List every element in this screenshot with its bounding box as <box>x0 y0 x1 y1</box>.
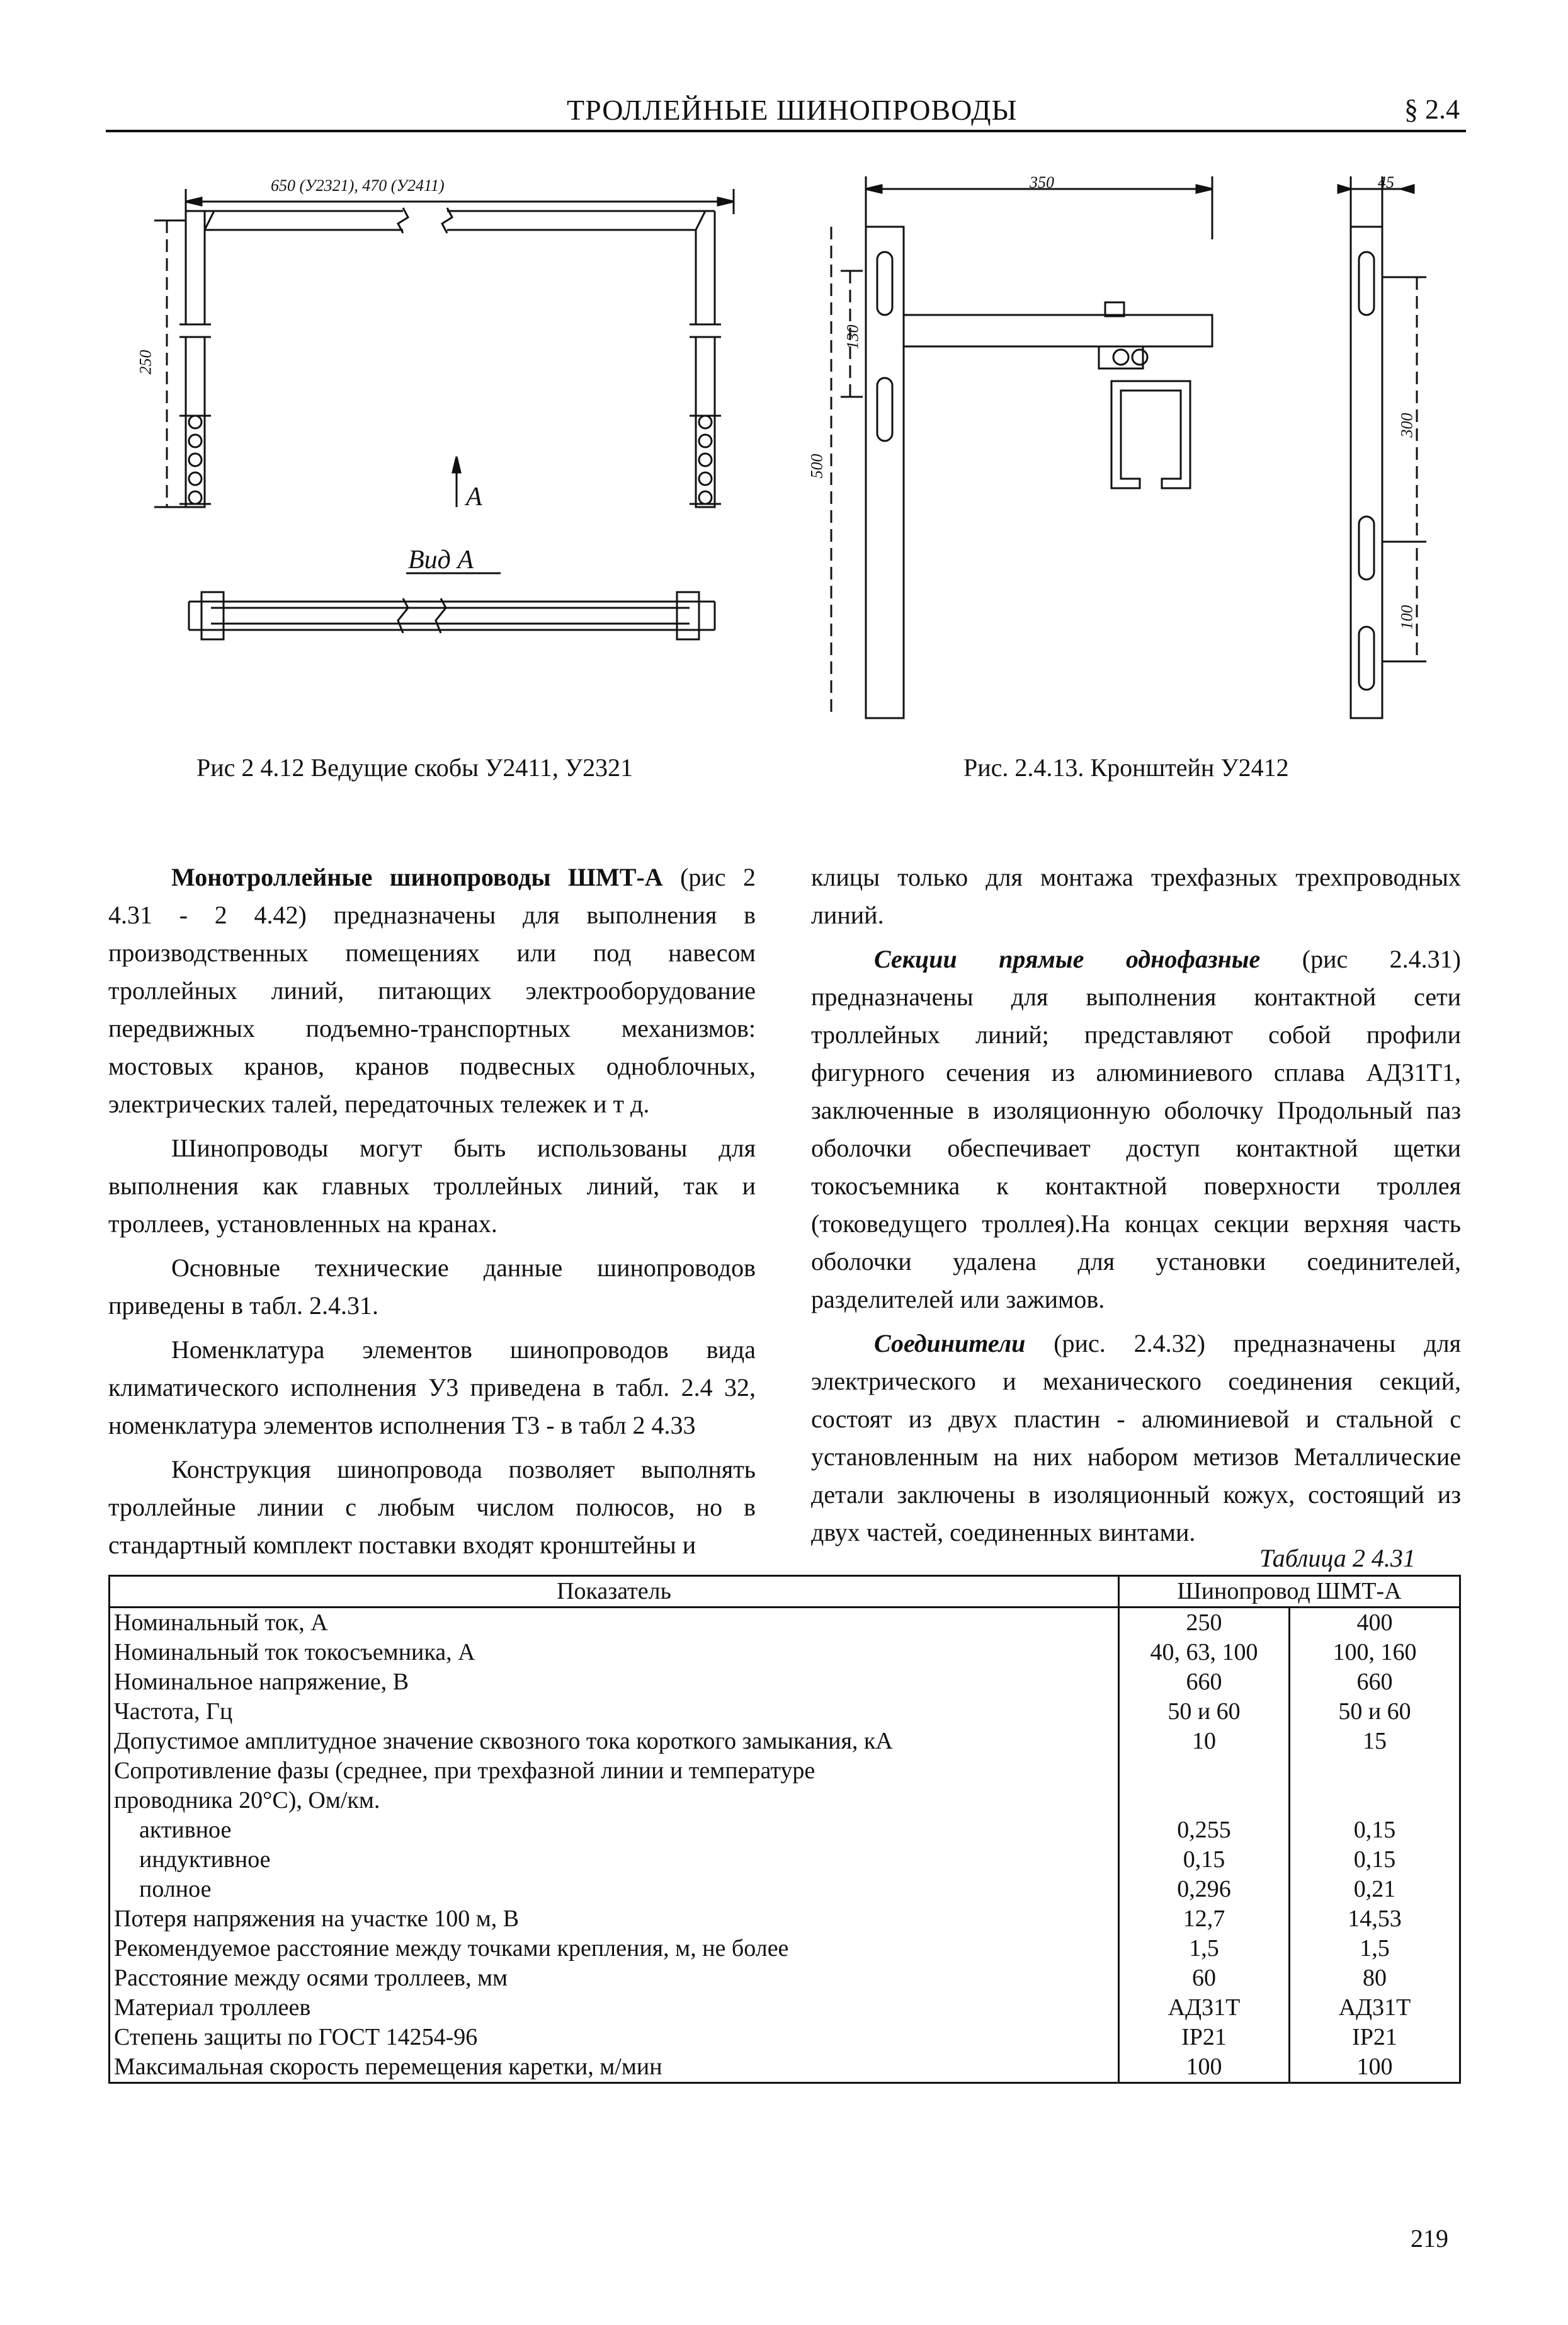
table-row <box>110 1875 1460 1904</box>
row-value-400: 1,5 <box>1290 1934 1460 1963</box>
table-row <box>110 1727 1460 1756</box>
row-parameter: Номинальный ток токосъемника, А <box>110 1638 1119 1667</box>
text-column-right <box>811 859 1461 1551</box>
fig2-caption: Рис. 2.4.13. Кронштейн У2412 <box>963 753 1289 782</box>
paragraph-3: Основные технические данные шинопроводов приведены в табл. 2.4.31. <box>108 1254 756 1320</box>
table-row <box>110 1993 1460 2023</box>
row-value-250 <box>1119 1756 1290 1786</box>
row-parameter: полное <box>110 1875 1119 1904</box>
table-row <box>110 1904 1460 1934</box>
row-value-400: 400 <box>1290 1608 1460 1638</box>
table-row <box>110 1697 1460 1727</box>
paragraph-5: Конструкция шинопровода позволяет выполнять троллейные линии с любым числом полюсов, но в стандартный комплект поставки входят кронштейны и <box>108 1455 756 1559</box>
paragraph-8-body: (рис. 2.4.32) предназначены для электрического и механического соединения секций, состоят из двух пластин - алюминиевой и стальной с установленным на них набором метизов Металлические детали заключены в изоляционный кожух, состоящий из двух частей, соединенных винтами. <box>811 1329 1461 1546</box>
paragraph-2: Шинопроводы могут быть использованы для выполнения как главных троллейных линий, так и троллеев, установленных на кранах. <box>108 1134 756 1238</box>
row-parameter: индуктивное <box>110 1845 1119 1875</box>
row-parameter: проводника 20°С), Ом/км. <box>110 1786 1119 1815</box>
header-busway: Шинопровод ШМТ-А <box>1119 1576 1460 1608</box>
row-value-250: 0,255 <box>1119 1815 1290 1845</box>
fig1-left-dimension: 250 <box>136 350 155 375</box>
table-row <box>110 1963 1460 1993</box>
table-row <box>110 1638 1460 1667</box>
row-value-250: 250 <box>1119 1608 1290 1638</box>
row-value-250: 1,5 <box>1119 1934 1290 1963</box>
fig2-width-dimension: 350 <box>1030 173 1054 191</box>
row-parameter: Частота, Гц <box>110 1697 1119 1727</box>
row-value-400: 660 <box>1290 1667 1460 1697</box>
table-row <box>110 1667 1460 1697</box>
term-shmt-a: Монотроллейные шинопроводы ШМТ-А <box>171 863 663 891</box>
row-parameter: активное <box>110 1815 1119 1845</box>
row-value-400 <box>1290 1756 1460 1786</box>
text-column-left <box>108 859 756 1564</box>
paragraph-8 <box>811 1325 1461 1551</box>
table-row <box>110 2023 1460 2052</box>
paragraph-1-body: (рис 2 4.31 - 2 4.42) предназначены для выполнения в производственных помещениях или под навесом троллейных линий, питающих электрооборудование передвижных подъемно-транспортных механизмов: мостовых кранов, кранов подвесных одноблочных, электрических талей, передаточных тележек и т д. <box>108 863 756 1118</box>
fig2-dimension-300: 300 <box>1397 413 1416 438</box>
row-value-250: 660 <box>1119 1667 1290 1697</box>
figure-2-4-12 <box>107 164 768 674</box>
row-value-400: 0,21 <box>1290 1875 1460 1904</box>
row-value-250: 10 <box>1119 1727 1290 1756</box>
row-parameter: Сопротивление фазы (среднее, при трехфазной линии и температуре <box>110 1756 1119 1786</box>
row-value-400: 50 и 60 <box>1290 1697 1460 1727</box>
row-value-250: 50 и 60 <box>1119 1697 1290 1727</box>
row-value-400: 14,53 <box>1290 1904 1460 1934</box>
header-parameter: Показатель <box>110 1576 1119 1608</box>
fig1-top-dimension: 650 (У2321), 470 (У2411) <box>271 176 445 195</box>
row-value-250: АД31Т <box>1119 1993 1290 2023</box>
term-connectors: Соединители <box>874 1329 1026 1357</box>
row-value-400: АД31Т <box>1290 1993 1460 2023</box>
row-value-250: 0,296 <box>1119 1875 1290 1904</box>
section-number: § 2.4 <box>1404 94 1460 125</box>
table-row <box>110 1756 1460 1786</box>
paragraph-6: клицы только для монтажа трехфазных трехпроводных линий. <box>811 863 1461 929</box>
paragraph-4: Номенклатура элементов шинопроводов вида климатического исполнения У3 приведена в табл. 2.4 32, номенклатура элементов исполнения Т3 - в табл 2 4.33 <box>108 1335 756 1439</box>
spec-table <box>108 1575 1461 2084</box>
row-value-250: 40, 63, 100 <box>1119 1638 1290 1667</box>
row-parameter: Максимальная скорость перемещения каретки, м/мин <box>110 2052 1119 2083</box>
term-sections: Секции прямые однофазные <box>874 945 1261 973</box>
row-value-400: 100 <box>1290 2052 1460 2083</box>
header-rule <box>106 130 1466 132</box>
paragraph-1 <box>108 859 756 1123</box>
fig1-view-label: Вид А <box>408 546 474 574</box>
row-value-400: IP21 <box>1290 2023 1460 2052</box>
fig2-dimension-45: 45 <box>1378 173 1394 191</box>
paragraph-7 <box>811 940 1461 1318</box>
row-value-250: IP21 <box>1119 2023 1290 2052</box>
fig1-arrow-label: A <box>466 483 482 511</box>
row-value-400: 0,15 <box>1290 1845 1460 1875</box>
row-value-250: 0,15 <box>1119 1845 1290 1875</box>
row-parameter: Расстояние между осями троллеев, мм <box>110 1963 1119 1993</box>
spec-table-body <box>110 1608 1460 2083</box>
running-header-title: ТРОЛЛЕЙНЫЕ ШИНОПРОВОДЫ <box>567 94 1018 126</box>
paragraph-7-body: (рис 2.4.31) предназначены для выполнения контактной сети троллейных линий; представляют собой профили фигурного сечения из алюминиевого сплава АД31Т1, заключенные в изоляционную оболочку Продольный паз оболочки обеспечивает доступ контактной щетки токосъемника к контактной поверхности троллея (токоведущего троллея).На концах секции верхняя часть оболочки удалена для установки соединителей, разделителей или зажимов. <box>811 945 1461 1313</box>
row-value-250: 12,7 <box>1119 1904 1290 1934</box>
table-row <box>110 1786 1460 1815</box>
row-parameter: Номинальное напряжение, В <box>110 1667 1119 1697</box>
table-row <box>110 2052 1460 2083</box>
row-value-400: 15 <box>1290 1727 1460 1756</box>
figure-2-4-13 <box>812 164 1474 731</box>
fig2-dimension-100: 100 <box>1397 605 1416 630</box>
table-row <box>110 1845 1460 1875</box>
fig1-caption: Рис 2 4.12 Ведущие скобы У2411, У2321 <box>196 753 633 782</box>
row-value-250: 100 <box>1119 2052 1290 2083</box>
row-value-250 <box>1119 1786 1290 1815</box>
row-parameter: Рекомендуемое расстояние между точками крепления, м, не более <box>110 1934 1119 1963</box>
row-parameter: Материал троллеев <box>110 1993 1119 2023</box>
table-row <box>110 1934 1460 1963</box>
row-value-400: 0,15 <box>1290 1815 1460 1845</box>
row-value-250: 60 <box>1119 1963 1290 1993</box>
fig2-dimension-500: 500 <box>807 454 826 479</box>
row-value-400 <box>1290 1786 1460 1815</box>
row-parameter: Номинальный ток, А <box>110 1608 1119 1638</box>
row-parameter: Потеря напряжения на участке 100 м, В <box>110 1904 1119 1934</box>
row-value-400: 100, 160 <box>1290 1638 1460 1667</box>
table-row <box>110 1815 1460 1845</box>
table-caption: Таблица 2 4.31 <box>1259 1544 1416 1572</box>
row-parameter: Степень защиты по ГОСТ 14254-96 <box>110 2023 1119 2052</box>
row-value-400: 80 <box>1290 1963 1460 1993</box>
fig2-dimension-130: 130 <box>843 324 862 350</box>
row-parameter: Допустимое амплитудное значение сквозного тока короткого замыкания, кА <box>110 1727 1119 1756</box>
table-row <box>110 1608 1460 1638</box>
page-number: 219 <box>1411 2224 1448 2253</box>
